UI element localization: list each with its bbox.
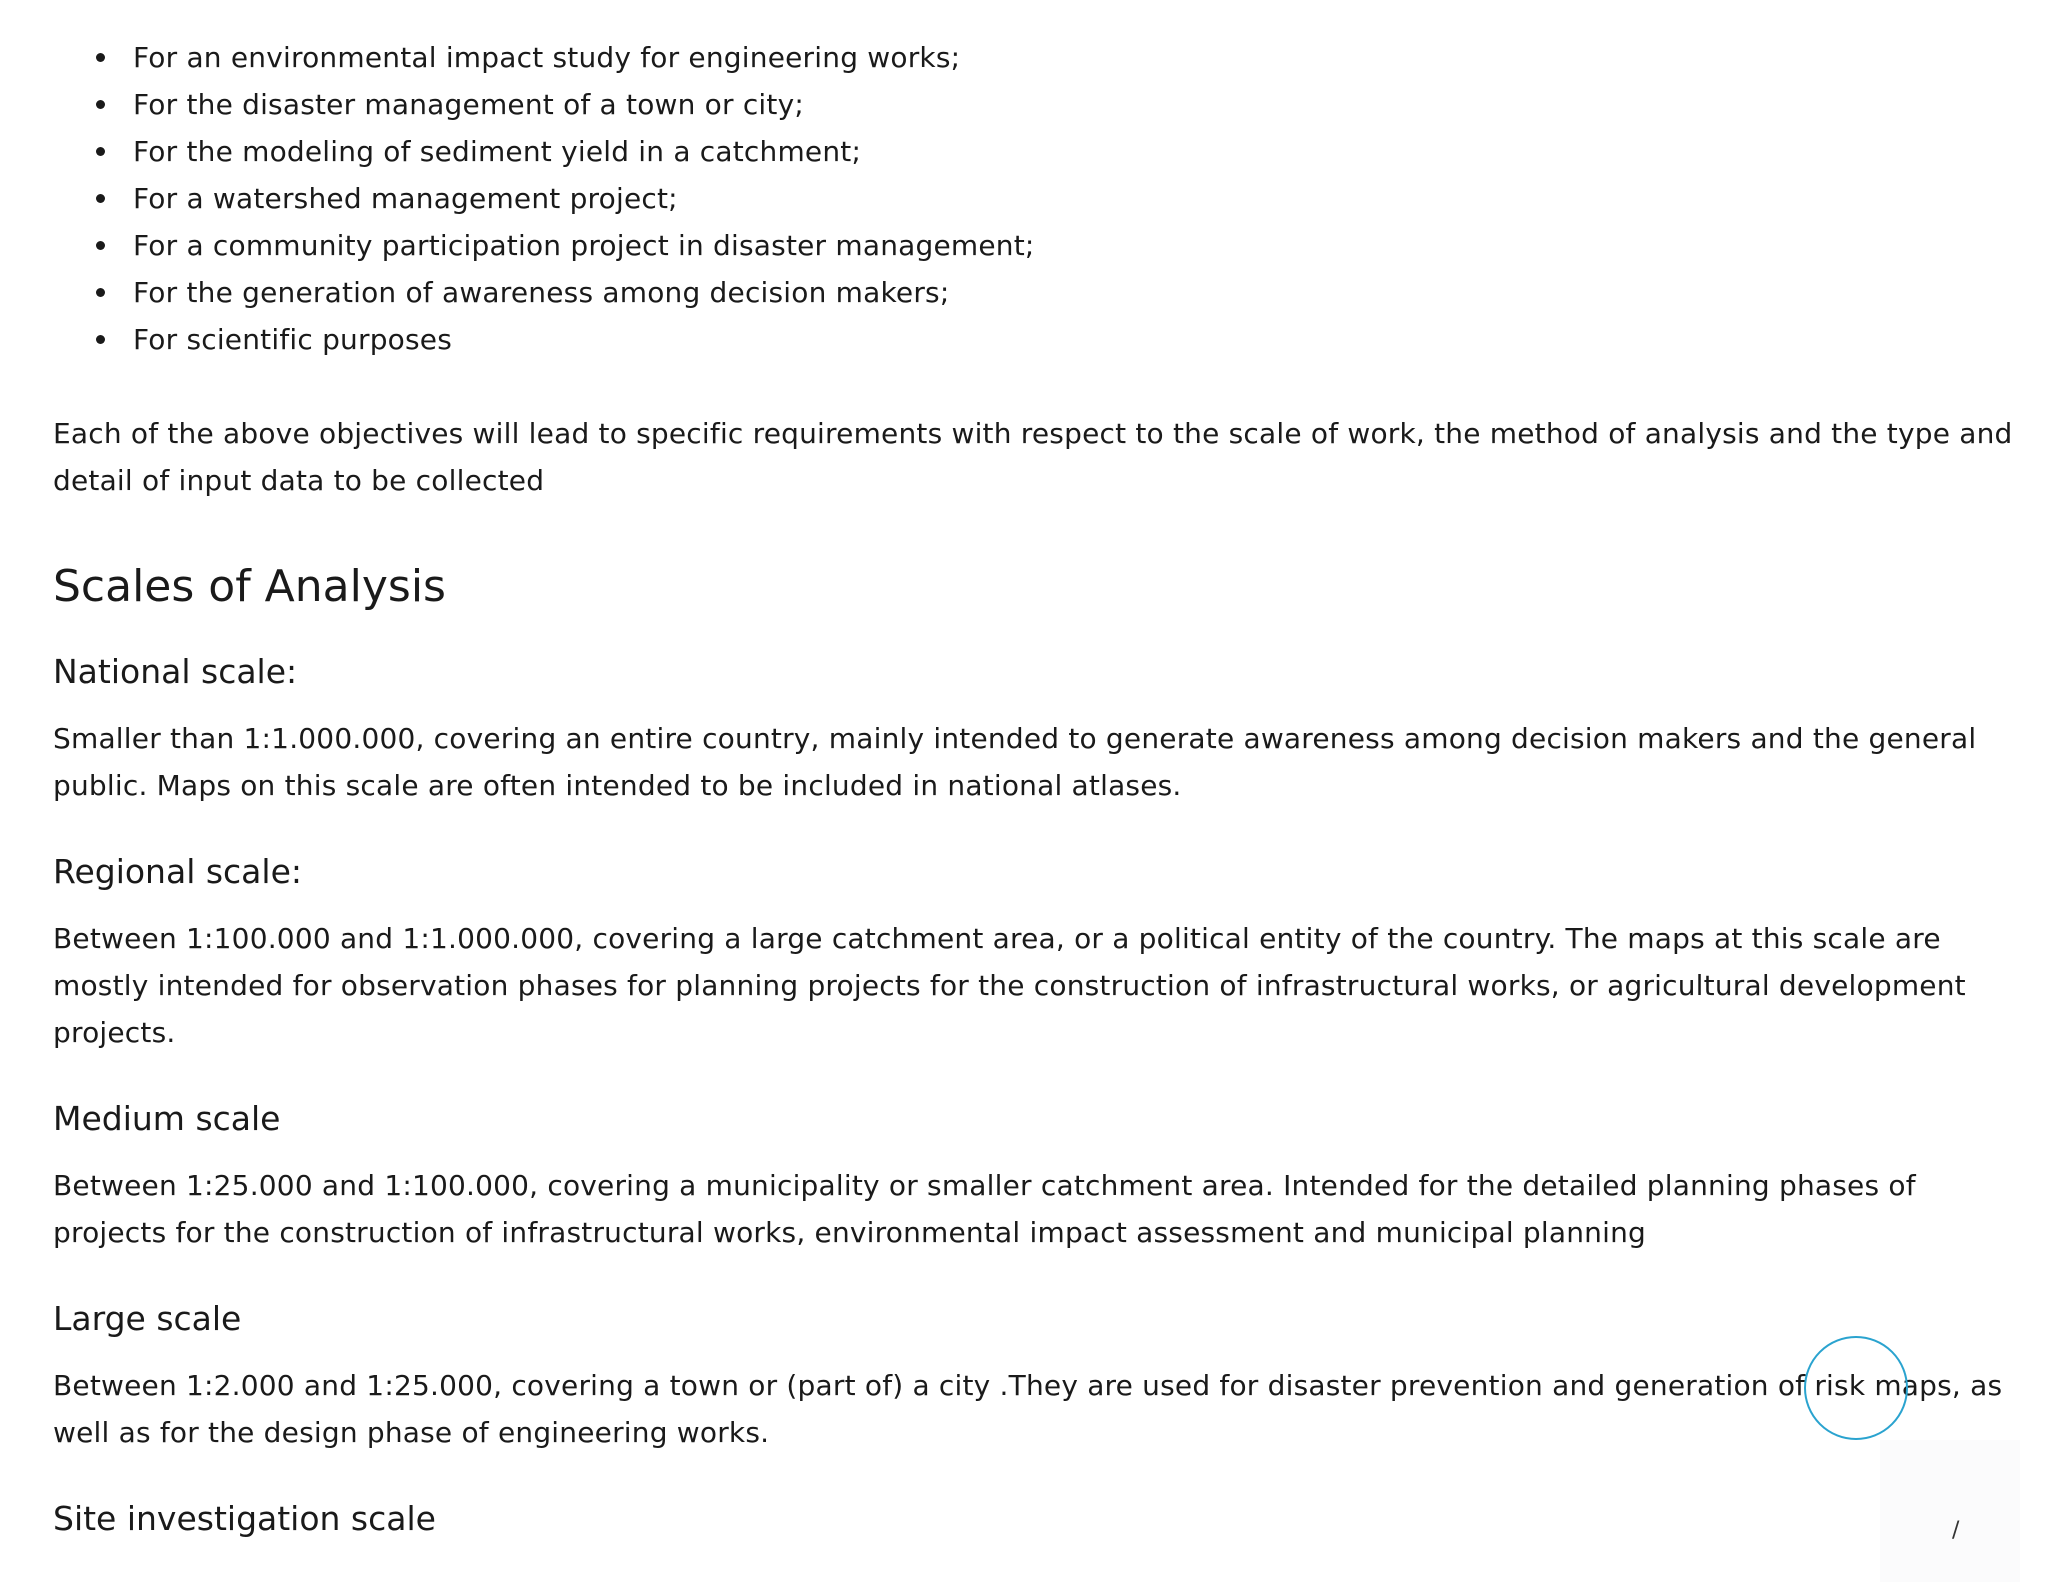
list-item: For scientific purposes bbox=[133, 316, 2013, 363]
document-content bbox=[53, 34, 2013, 1542]
bullet-icon bbox=[96, 241, 105, 250]
large-scale-heading: Large scale bbox=[53, 1299, 242, 1338]
bullet-icon bbox=[96, 288, 105, 297]
regional-scale-text: Between 1:100.000 and 1:1.000.000, covering a large catchment area, or a political entity of the country. The maps at this scale are mostly intended for observation phases for planning projects for the construction of infrastructural works, or agricultural development projects. bbox=[53, 922, 1966, 1049]
site-investigation-scale-heading: Site investigation scale bbox=[53, 1499, 436, 1538]
list-item: For the disaster management of a town or city; bbox=[133, 81, 2013, 128]
objectives-list bbox=[53, 34, 2013, 363]
list-item: For the generation of awareness among decision makers; bbox=[133, 269, 2013, 316]
bullet-icon bbox=[96, 335, 105, 344]
cursor-ring-icon bbox=[1804, 1336, 1908, 1440]
section-title: Scales of Analysis bbox=[53, 561, 446, 612]
list-item: For an environmental impact study for engineering works; bbox=[133, 34, 2013, 81]
bullet-icon bbox=[96, 194, 105, 203]
intro-paragraph: Each of the above objectives will lead to specific requirements with respect to the scale of work, the method of analysis and the type and detail of input data to be collected bbox=[53, 417, 2013, 497]
corner-mark: / bbox=[1952, 1518, 1960, 1543]
list-item: For the modeling of sediment yield in a catchment; bbox=[133, 128, 2013, 175]
medium-scale-heading: Medium scale bbox=[53, 1099, 281, 1138]
corner-panel bbox=[1880, 1440, 2020, 1582]
national-scale-text: Smaller than 1:1.000.000, covering an entire country, mainly intended to generate awareness among decision makers and the general public. Maps on this scale are often intended to be included in national atlases. bbox=[53, 722, 1977, 802]
list-item: For a community participation project in disaster management; bbox=[133, 222, 2013, 269]
medium-scale-text: Between 1:25.000 and 1:100.000, covering a municipality or smaller catchment area. Intended for the detailed planning phases of projects for the construction of infrastructural works, environmental impact assessment and municipal planning bbox=[53, 1169, 1916, 1249]
large-scale-text: Between 1:2.000 and 1:25.000, covering a town or (part of) a city .They are used for disaster prevention and generation of risk maps, as well as for the design phase of engineering works. bbox=[53, 1369, 2003, 1449]
bullet-icon bbox=[96, 100, 105, 109]
national-scale-heading: National scale: bbox=[53, 652, 298, 691]
regional-scale-heading: Regional scale: bbox=[53, 852, 302, 891]
bullet-icon bbox=[96, 53, 105, 62]
list-item: For a watershed management project; bbox=[133, 175, 2013, 222]
bullet-icon bbox=[96, 147, 105, 156]
